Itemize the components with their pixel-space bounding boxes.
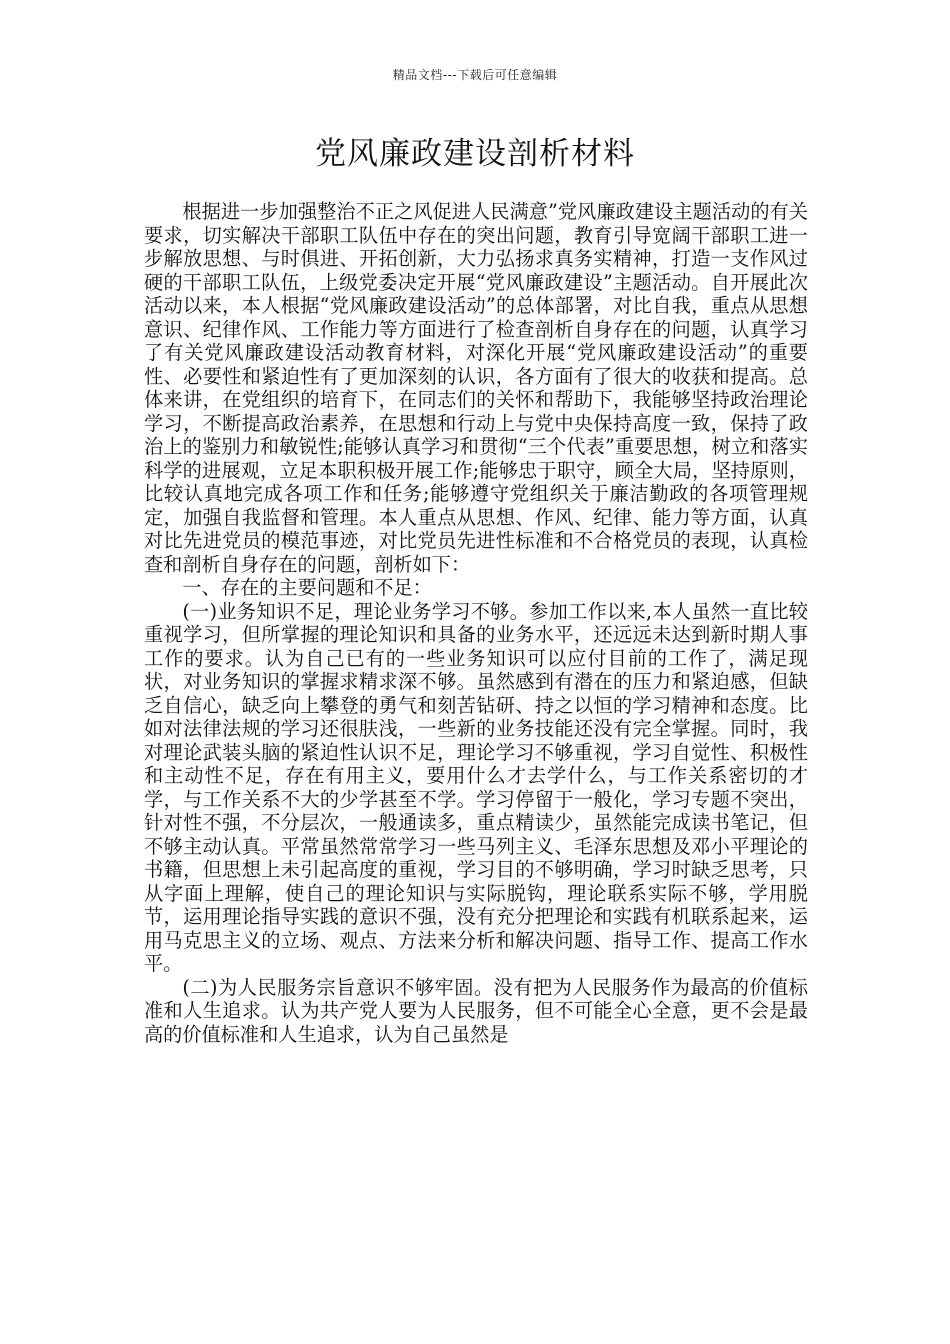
section-heading: 一、存在的主要问题和不足： <box>182 576 432 599</box>
paragraph-intro: 根据进一步加强整治不正之风促进人民满意”党风廉政建设主题活动的有关要求，切实解决干部职工队伍中存在的突出问题，教育引导宽阔干部职工进一步解放思想、与时俱进、开拓创新，大力弘扬求真务实精神，打造一支作风过硬的干部职工队伍，上级党委决定开展“党风廉政建设”主题活动。自开展此次活动以来，本人根据“党风廉政建设活动”的总体部署，对比自我，重点从思想意识、纪律作风、工作能力等方面进行了检查剖析自身存在的问题，认真学习了有关党风廉政建设活动教育材料，对深化开展“党风廉政建设活动”的重要性、必要性和紧迫性有了更加深刻的认识，各方面有了很大的收获和提高。总体来讲，在党组织的培育下，在同志们的关怀和帮助下，我能够坚持政治理论学习，不断提高政治素养，在思想和行动上与党中央保持高度一致，保持了政治上的鉴别力和敏锐性;能够认真学习和贯彻“三个代表”重要思想，树立和落实科学的进展观，立足本职积极开展工作;能够忠于职守，顾全大局，坚持原则，比较认真地完成各项工作和任务;能够遵守党组织关于廉洁勤政的各项管理规定，加强自我监督和管理。本人重点从思想、作风、纪律、能力等方面，认真对比先进党员的模范事迹，对比党员先进性标准和不合格党员的表现，认真检查和剖析自身存在的问题，剖析如下： <box>144 200 808 576</box>
paragraph-issue-2: (二)为人民服务宗旨意识不够牢固。没有把为人民服务作为最高的价值标准和人生追求。认为共产党人要为人民服务，但不可能全心全意，更不会是最高的价值标准和人生追求，认为自己虽然是 <box>144 975 808 1046</box>
document-title: 党风廉政建设剖析材料 <box>315 136 635 172</box>
paragraph-issue-1: (一)业务知识不足，理论业务学习不够。参加工作以来,本人虽然一直比较重视学习，但所掌握的理论知识和具备的业务水平，还远远未达到新时期人事工作的要求。认为自己已有的一些业务知识可以应付目前的工作了，满足现状，对业务知识的掌握求精求深不够。虽然感到有潜在的压力和紧迫感，但缺乏自信心，缺乏向上攀登的勇气和刻苦钻研、持之以恒的学习精神和态度。比如对法律法规的学习还很肤浅，一些新的业务技能还没有完全掌握。同时，我对理论武装头脑的紧迫性认识不足，理论学习不够重视，学习自觉性、积极性和主动性不足，存在有用主义，要用什么才去学什么，与工作关系密切的才学，与工作关系不大的少学甚至不学。学习停留于一般化，学习专题不突出，针对性不强，不分层次，一般通读多，重点精读少，虽然能完成读书笔记，但不够主动认真。平常虽然常常学习一些马列主义、毛泽东思想及邓小平理论的书籍，但思想上未引起高度的重视，学习目的不够明确，学习时缺乏思考，只从字面上理解，使自己的理论知识与实际脱钩，理论联系实际不够，学用脱节，运用理论指导实践的意识不强，没有充分把理论和实践有机联系起来，运用马克思主义的立场、观点、方法来分析和解决问题、指导工作、提高工作水平。 <box>144 599 808 975</box>
document-body <box>144 200 808 1046</box>
header-note: 精品文档---下载后可任意编辑 <box>392 68 558 82</box>
